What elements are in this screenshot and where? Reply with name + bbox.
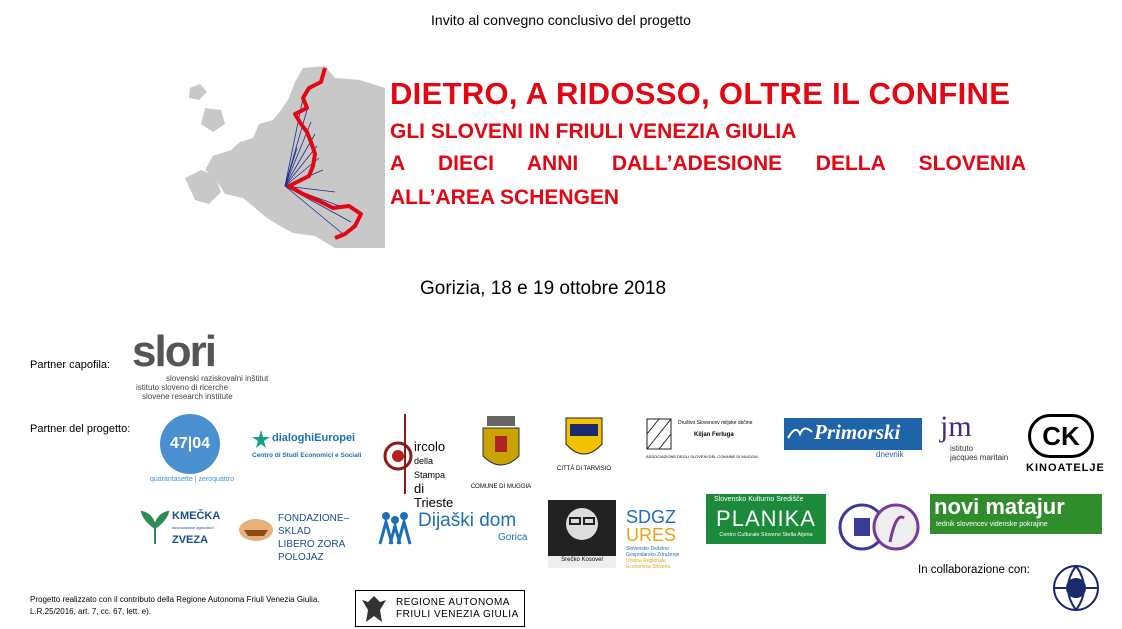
title-line-1: DIETRO, A RIDOSSO, OLTRE IL CONFINE	[390, 76, 1011, 111]
tarvisio-caption: CITTÀ DI TARVISIO	[556, 466, 611, 472]
europe-map-image	[185, 58, 385, 248]
logo-circular-seals	[838, 498, 920, 556]
logo-fondazione-zora	[238, 510, 366, 563]
sdgz-small-1: Slovensko Deželno	[626, 546, 669, 552]
logo-kiljan-ferluga	[644, 418, 766, 462]
funding-note: Progetto realizzato con il contributo della Regione Autonoma Friuli Venezia Giulia. L.R.25/2016, art. 7, cc. 67, lett. e).	[30, 595, 320, 616]
maritain-line-1: istituto	[950, 444, 974, 453]
logo-novi-matajur	[930, 494, 1102, 534]
invite-line: Invito al convegno conclusivo del progetto	[431, 12, 691, 28]
dialoghi-name: dialoghiEuropei	[272, 432, 356, 444]
planika-top: Slovensko Kulturno Središče	[714, 496, 804, 503]
kmecka-line-2: ZVEZA	[172, 534, 209, 546]
logo-4704	[146, 414, 238, 494]
event-date-place: Gorizia, 18 e 19 ottobre 2018	[420, 278, 667, 299]
logo-dijaski-dom	[378, 508, 536, 548]
zora-line-1: FONDAZIONE–SKLAD	[278, 513, 350, 537]
portrait-icon	[548, 500, 616, 556]
europe-west	[185, 84, 225, 204]
logo-srecko-kosovel	[548, 500, 616, 568]
slori-line: slovene research institute	[142, 392, 233, 401]
primorski-sub: dnevnik	[876, 450, 904, 459]
target-icon	[382, 440, 414, 472]
kmecka-line-1: KMEČKA	[172, 510, 221, 522]
logo-primorski-dnevnik	[784, 418, 922, 460]
slori-line: slovenski raziskovalni inštitut	[166, 374, 269, 383]
muggia-crest-icon	[479, 416, 523, 476]
ferluga-line-3: ASSOCIAZIONE DEGLI SLOVENI DEL COMUNE DI MUGGIA	[646, 454, 758, 459]
kosovel-caption: Srečko Kosovel	[561, 557, 603, 563]
tarvisio-crest-icon	[564, 414, 604, 466]
logo-sdgz-ures	[626, 494, 690, 570]
4704-number: 47|04	[160, 414, 220, 474]
logo-kinoatelje	[1026, 414, 1105, 476]
star-icon	[252, 430, 270, 448]
slori-line: istituto sloveno di ricerche	[136, 383, 229, 392]
muggia-caption: COMUNE DI MUGGIA	[470, 484, 532, 490]
people-icon	[378, 510, 412, 546]
project-partners-label: Partner del progetto:	[30, 423, 131, 435]
kmecka-tiny: associazione agricoltori	[172, 525, 214, 530]
maritain-line-2: jacques maritain	[950, 453, 1009, 462]
primorski-name: Primorski	[814, 420, 901, 444]
title-line-2: GLI SLOVENI IN FRIULI VENEZIA GIULIA	[390, 120, 797, 143]
sdgz-small-2: Gospodarsko Združenje	[626, 552, 680, 558]
logo-circolo-stampa	[378, 414, 460, 510]
logo-znanstveno-raziskovalno	[1046, 560, 1106, 624]
dijaski-name: Dijaški dom	[418, 510, 517, 531]
boat-icon	[238, 512, 274, 542]
seagull-icon	[788, 424, 812, 444]
logo-citta-tarvisio	[552, 414, 616, 494]
ferluga-line-1: Društvo Slovencev miljske občine	[678, 420, 753, 426]
matajur-name: novi matajur	[934, 494, 1065, 519]
logo-istituto-maritain	[936, 410, 1014, 466]
sdgz-small-3: Unione Regionale	[626, 558, 666, 564]
planika-sub: Centro Culturale Sloveno Stella Alpina	[719, 532, 813, 538]
eagle-icon	[362, 594, 386, 624]
title-line-4: ALL’AREA SCHENGEN	[390, 186, 620, 209]
circolo-line-1: ircolo	[414, 439, 446, 454]
lead-partner-label: Partner capofila:	[30, 359, 111, 371]
logo-planika	[706, 494, 826, 544]
sdgz-small-4: Economica Slovena	[626, 564, 671, 570]
ferluga-line-2: Kiljan Ferluga	[694, 432, 734, 438]
zora-line-2: LIBERO ZORA POLOJAZ	[278, 539, 345, 563]
slori-wordmark: slori	[132, 327, 215, 376]
kinoatelje-name: KINOATELJE	[1026, 462, 1105, 474]
plant-icon	[140, 508, 170, 544]
matajur-sub: tednik slovencev videnske pokrajine	[936, 521, 1048, 528]
title-line-3: A DIECI ANNI DALL’ADESIONE DELLA SLOVENIA	[390, 152, 1026, 175]
seal-icons	[838, 498, 920, 556]
4704-caption: quarantasette | zeroquattro	[150, 476, 234, 483]
globe-icon	[1046, 560, 1106, 624]
dijaski-sub: Gorica	[498, 532, 528, 543]
kinoatelje-mark: CK	[1028, 414, 1094, 458]
sdgz-line-2: URES	[626, 525, 677, 545]
ferluga-mark-icon	[646, 418, 672, 450]
dialoghi-caption: Centro di Studi Economici e Sociali	[252, 452, 362, 459]
maritain-mark: jm	[940, 410, 972, 443]
logo-kmecka-zveza	[140, 506, 221, 550]
circolo-line-3: di Trieste	[414, 481, 454, 510]
sdgz-line-1: SDGZ	[626, 507, 677, 527]
logo-comune-muggia	[466, 414, 536, 494]
region-line-1: REGIONE AUTONOMA	[396, 597, 510, 608]
slori-logo	[132, 327, 282, 401]
logo-dialoghi-europei	[250, 428, 370, 464]
collaboration-label: In collaborazione con:	[918, 564, 1030, 576]
planika-name: PLANIKA	[716, 506, 816, 531]
circolo-line-2: della Stampa	[414, 456, 446, 480]
logo-regione-fvg	[355, 590, 525, 627]
region-line-2: FRIULI VENEZIA GIULIA	[396, 609, 519, 620]
